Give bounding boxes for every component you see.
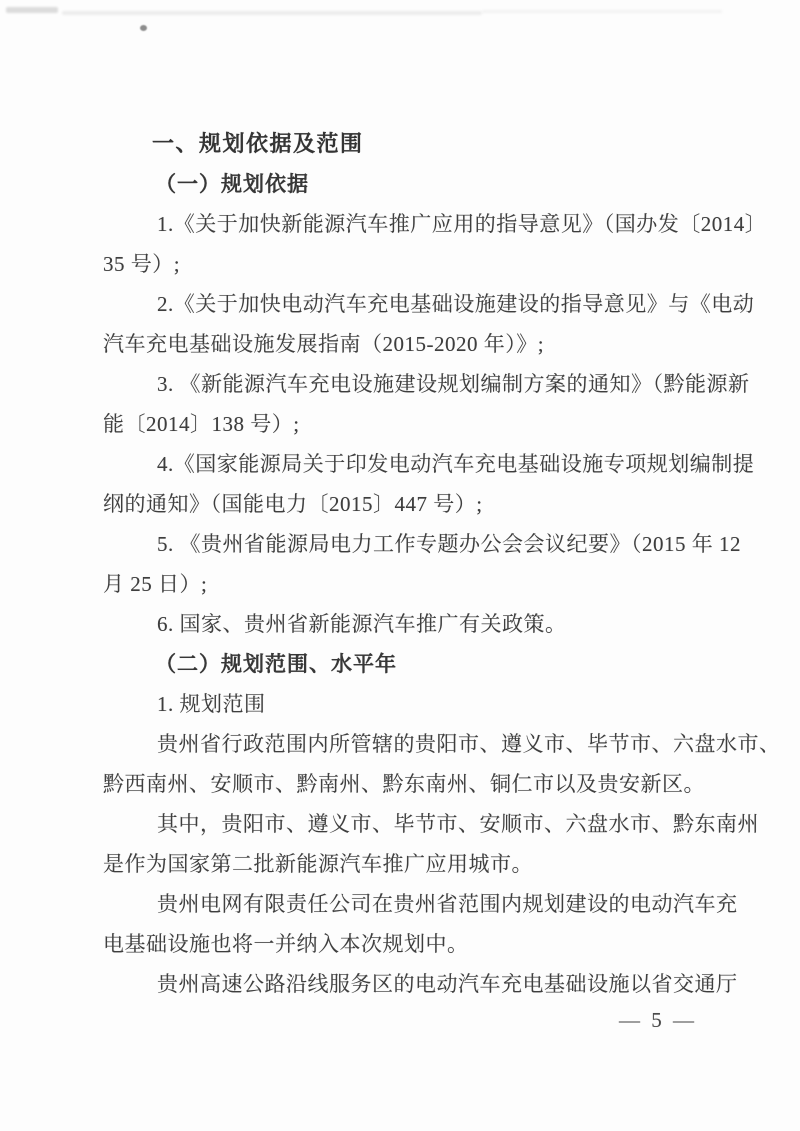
section-heading: 一、规划依据及范围 xyxy=(152,131,364,156)
list-item-5-line-1: 5. 《贵州省能源局电力工作专题办公会会议纪要》（2015 年 12 xyxy=(157,532,741,556)
paragraph-2-line-2: 是作为国家第二批新能源汽车推广应用城市。 xyxy=(103,852,533,876)
list-item-4-line-2: 纲的通知》（国能电力〔2015〕447 号）; xyxy=(103,492,483,516)
list-item-5-line-2: 月 25 日）; xyxy=(103,572,208,596)
list-item-2-line-2: 汽车充电基础设施发展指南（2015-2020 年）》; xyxy=(103,332,545,356)
scan-artifact-streak xyxy=(6,7,58,13)
list-item-1-line-2: 35 号）; xyxy=(103,252,181,276)
list-item-3-line-1: 3. 《新能源汽车充电设施建设规划编制方案的通知》（黔能源新 xyxy=(157,372,750,396)
list-item-3-line-2: 能〔2014〕138 号）; xyxy=(103,412,300,436)
paragraph-1-line-1: 贵州省行政范围内所管辖的贵阳市、遵义市、毕节市、六盘水市、 xyxy=(157,732,781,756)
subsection-heading-2: （二）规划范围、水平年 xyxy=(155,652,397,676)
list-item-4-line-1: 4.《国家能源局关于印发电动汽车充电基础设施专项规划编制提 xyxy=(157,452,755,476)
subsection-heading-1: （一）规划依据 xyxy=(155,172,309,196)
paragraph-3-line-1: 贵州电网有限责任公司在贵州省范围内规划建设的电动汽车充 xyxy=(157,892,738,916)
paragraph-3-line-2: 电基础设施也将一并纳入本次规划中。 xyxy=(103,932,469,956)
paragraph-4-line-1: 贵州高速公路沿线服务区的电动汽车充电基础设施以省交通厅 xyxy=(157,972,738,996)
list-item-2-line-1: 2.《关于加快电动汽车充电基础设施建设的指导意见》与《电动 xyxy=(157,292,755,316)
paragraph-1-line-2: 黔西南州、安顺市、黔南州、黔东南州、铜仁市以及贵安新区。 xyxy=(103,772,705,796)
list-item-1-line-1: 1.《关于加快新能源汽车推广应用的指导意见》（国办发〔2014〕 xyxy=(157,212,767,236)
scan-artifact-streak xyxy=(62,11,482,15)
paragraph-2-line-1: 其中，贵阳市、遵义市、毕节市、安顺市、六盘水市、黔东南州 xyxy=(157,812,759,836)
page-number: — 5 — xyxy=(619,1008,697,1032)
scan-artifact-streak xyxy=(482,10,722,13)
list-item-6: 6. 国家、贵州省新能源汽车推广有关政策。 xyxy=(157,612,567,636)
scan-artifact-dot xyxy=(140,25,147,31)
document-body xyxy=(103,124,781,1004)
sub-item-scope-title: 1. 规划范围 xyxy=(157,692,266,716)
